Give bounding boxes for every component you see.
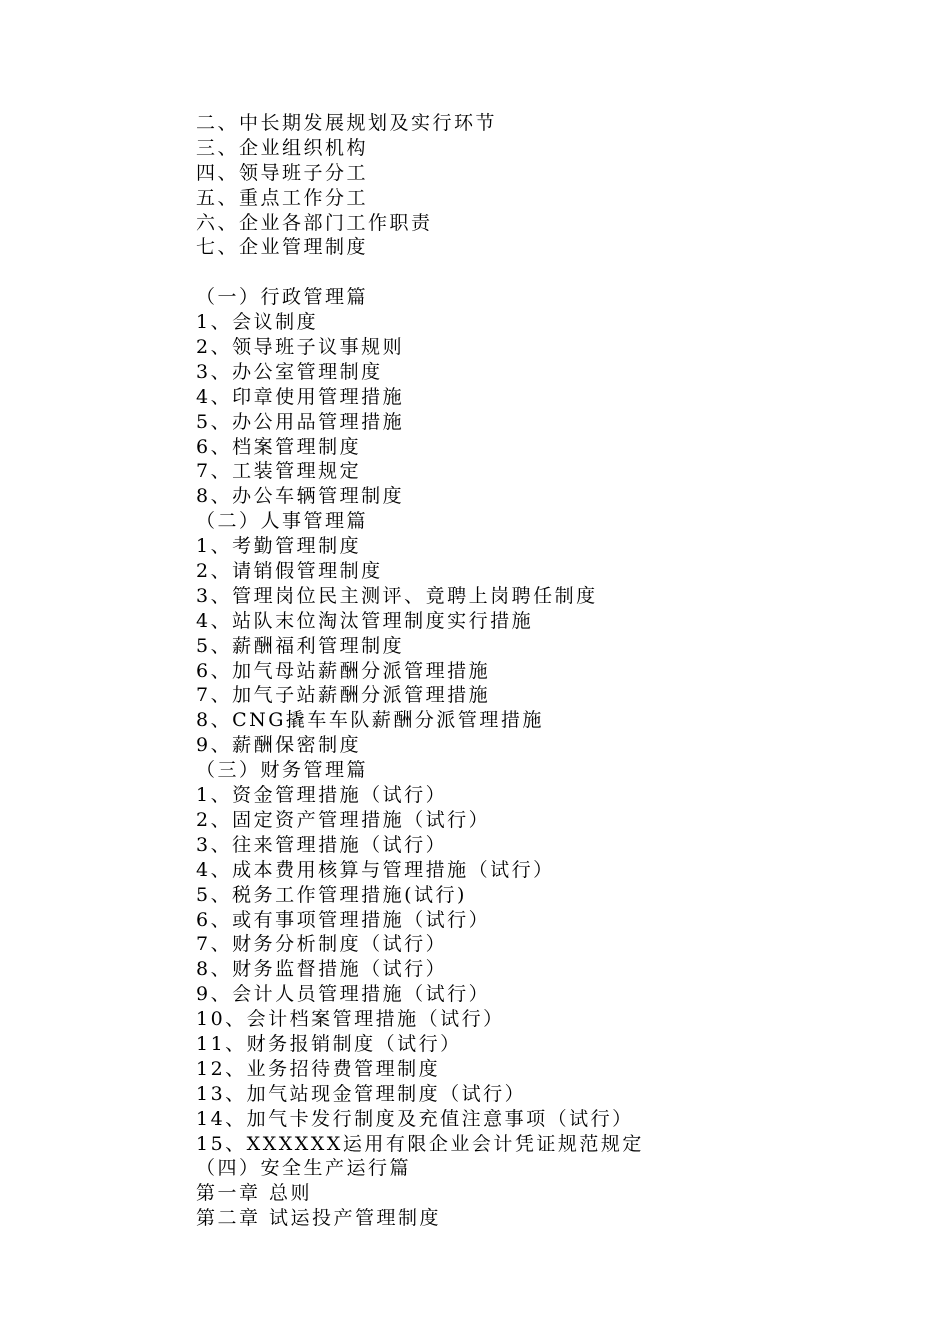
toc-line: 9、会计人员管理措施（试行） <box>196 983 491 1006</box>
document-body <box>196 111 896 1231</box>
toc-line: 15、XXXXXX运用有限企业会计凭证规范规定 <box>196 1132 644 1155</box>
toc-line: 8、财务监督措施（试行） <box>196 958 448 981</box>
toc-line: 六、企业各部门工作职责 <box>196 211 433 234</box>
toc-line: 四、领导班子分工 <box>196 161 369 184</box>
toc-line: 1、资金管理措施（试行） <box>196 784 448 807</box>
toc-line: 11、财务报销制度（试行） <box>196 1032 462 1055</box>
toc-line: 1、会议制度 <box>196 311 319 334</box>
section-heading: （一）行政管理篇 <box>196 286 369 309</box>
toc-line: 3、管理岗位民主测评、竟聘上岗聘任制度 <box>196 584 598 607</box>
section-heading: （二）人事管理篇 <box>196 510 369 533</box>
toc-line: 7、财务分析制度（试行） <box>196 933 448 956</box>
toc-line: 2、固定资产管理措施（试行） <box>196 808 491 831</box>
toc-line: 6、加气母站薪酬分派管理措施 <box>196 659 491 682</box>
toc-line: 4、站队末位淘汰管理制度实行措施 <box>196 609 534 632</box>
toc-line: 3、办公室管理制度 <box>196 360 383 383</box>
toc-line: 10、会计档案管理措施（试行） <box>196 1008 505 1031</box>
toc-line: 2、领导班子议事规则 <box>196 336 405 359</box>
toc-line: 4、印章使用管理措施 <box>196 385 405 408</box>
toc-line: 五、重点工作分工 <box>196 186 369 209</box>
toc-line: 3、往来管理措施（试行） <box>196 833 448 856</box>
toc-line: 5、薪酬福利管理制度 <box>196 634 405 657</box>
toc-line: 七、企业管理制度 <box>196 236 369 259</box>
toc-line: 5、税务工作管理措施(试行) <box>196 883 467 906</box>
toc-line: 6、或有事项管理措施（试行） <box>196 908 491 931</box>
toc-line: 二、中长期发展规划及实行环节 <box>196 112 498 134</box>
toc-line: 4、成本费用核算与管理措施（试行） <box>196 858 555 881</box>
toc-line: 12、业务招待费管理制度 <box>196 1057 441 1080</box>
toc-line: 6、档案管理制度 <box>196 435 362 458</box>
toc-line: 7、工装管理规定 <box>196 460 362 483</box>
toc-line: 14、加气卡发行制度及充值注意事项（试行） <box>196 1107 634 1130</box>
blank-line <box>196 260 896 285</box>
toc-line: 2、请销假管理制度 <box>196 560 383 583</box>
chapter-line: 第二章 试运投产管理制度 <box>196 1207 442 1230</box>
toc-line: 9、薪酬保密制度 <box>196 734 362 757</box>
toc-line: 13、加气站现金管理制度（试行） <box>196 1082 527 1105</box>
toc-line: 1、考勤管理制度 <box>196 535 362 558</box>
toc-line: 三、企业组织机构 <box>196 136 369 159</box>
section-heading: （四）安全生产运行篇 <box>196 1157 412 1180</box>
chapter-line: 第一章 总则 <box>196 1182 313 1205</box>
toc-line: 8、CNG撬车车队薪酬分派管理措施 <box>196 709 544 732</box>
toc-line: 7、加气子站薪酬分派管理措施 <box>196 684 491 707</box>
toc-line: 8、办公车辆管理制度 <box>196 485 405 508</box>
toc-line: 5、办公用品管理措施 <box>196 410 405 433</box>
section-heading: （三）财务管理篇 <box>196 759 369 782</box>
